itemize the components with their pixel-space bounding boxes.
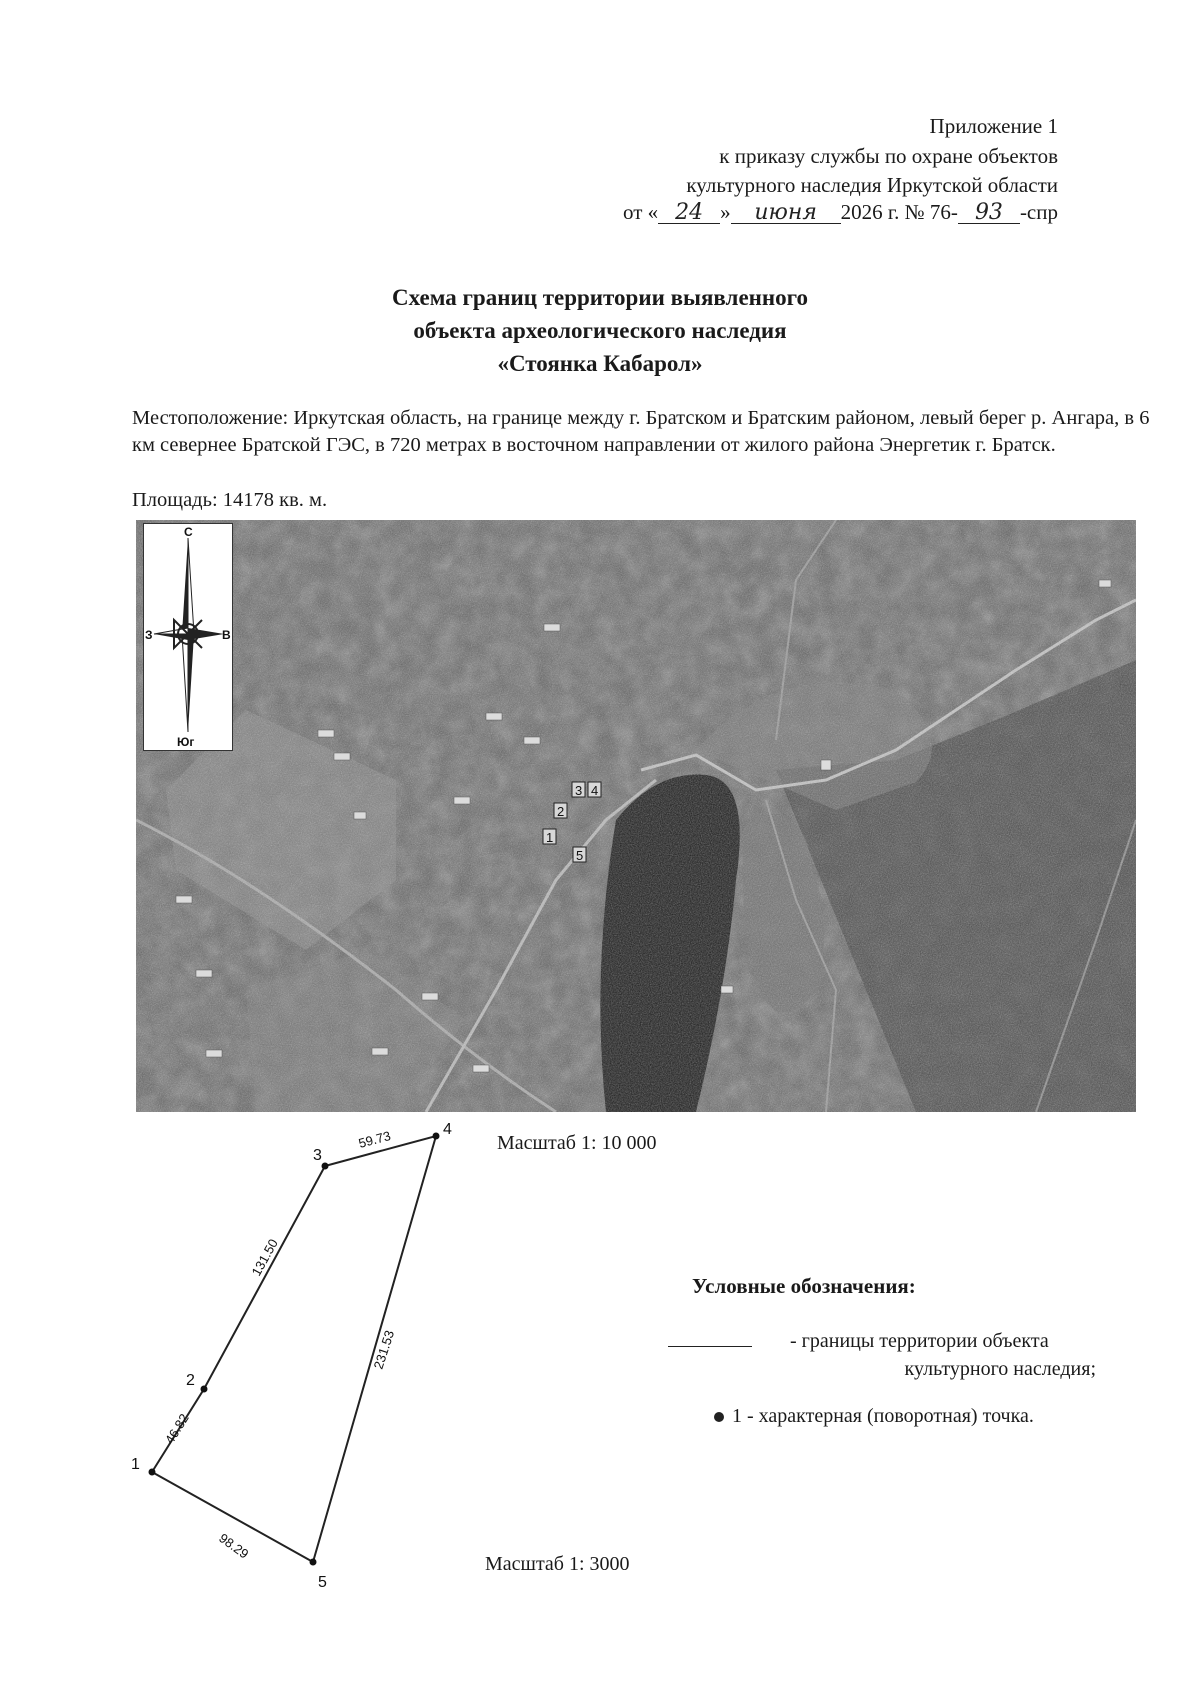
boundary-polygon [152,1136,436,1562]
appendix-line3: культурного наследия Иркутской области [686,173,1058,197]
title-line3: «Стоянка Кабарол» [497,351,703,376]
plan-point-1-label: 1 [131,1456,140,1473]
date-day: 24 [658,203,720,224]
date-prefix: от « [623,200,659,224]
plan-point-4-marker [433,1133,440,1140]
satellite-map-image [136,520,1136,1112]
legend-boundary-line-sample [668,1346,752,1347]
plan-point-2-marker [201,1386,208,1393]
segment-5-1-length: 98.29 [216,1530,252,1562]
order-number: 93 [958,203,1020,224]
date-mid: » [720,200,731,224]
compass-south: Юг [177,735,195,749]
title-line1: Схема границ территории выявленного [391,285,809,310]
legend-boundary-text-2: культурного наследия; [904,1358,1096,1380]
plan-point-4-label: 4 [443,1121,452,1138]
compass-rose-icon [144,524,232,750]
segment-3-4-length: 59.73 [356,1127,393,1151]
area-text: Площадь: 14178 кв. м. [132,489,328,511]
plan-point-3-marker [322,1163,329,1170]
map-point-4: 4 [591,783,599,798]
legend-boundary-text-1: - границы территории объекта [790,1330,1049,1352]
legend-point-text: 1 - характерная (поворотная) точка. [732,1405,1034,1427]
title-line2: объекта археологического наследия [413,318,787,343]
compass-rose [143,523,233,751]
plan-point-1-marker [149,1469,156,1476]
satellite-map [136,520,1136,1112]
order-suffix: -спр [1019,200,1058,224]
plan-point-3-label: 3 [313,1147,322,1164]
appendix-line2: к приказу службы по охране объектов [719,144,1058,168]
map-point-2: 2 [557,804,565,819]
compass-north: С [184,525,193,539]
plan-point-5-label: 5 [318,1574,327,1591]
legend-title: Условные обозначения: [692,1274,916,1298]
appendix-line1: Приложение 1 [929,114,1058,138]
map-point-5: 5 [576,848,584,863]
date-year: 2026 г. № 76- [840,200,958,224]
compass-west: З [145,628,153,642]
date-month: июня [731,203,841,224]
map-scale: Масштаб 1: 10 000 [497,1132,657,1154]
segment-2-3-length: 131.50 [248,1236,281,1279]
boundary-plan [120,1110,480,1600]
segment-4-5-length: 231.53 [370,1328,398,1371]
plan-scale: Масштаб 1: 3000 [485,1553,630,1575]
legend-point-marker [714,1412,724,1422]
location-text: Местоположение: Иркутская область, на границе между г. Братском и Братским районом, левый берег р. Ангара, в 6 км севернее Братской ГЭС, в 720 метрах в восточном направлении от жилого района Энергетик г. Братск. [132,407,1150,456]
map-point-3: 3 [575,783,583,798]
appendix-order-date [623,199,1058,226]
plan-point-2-label: 2 [186,1372,195,1389]
compass-east: В [222,628,231,642]
map-point-1: 1 [546,830,554,845]
plan-point-5-marker [310,1559,317,1566]
segment-1-2-length: 46.82 [161,1411,192,1447]
